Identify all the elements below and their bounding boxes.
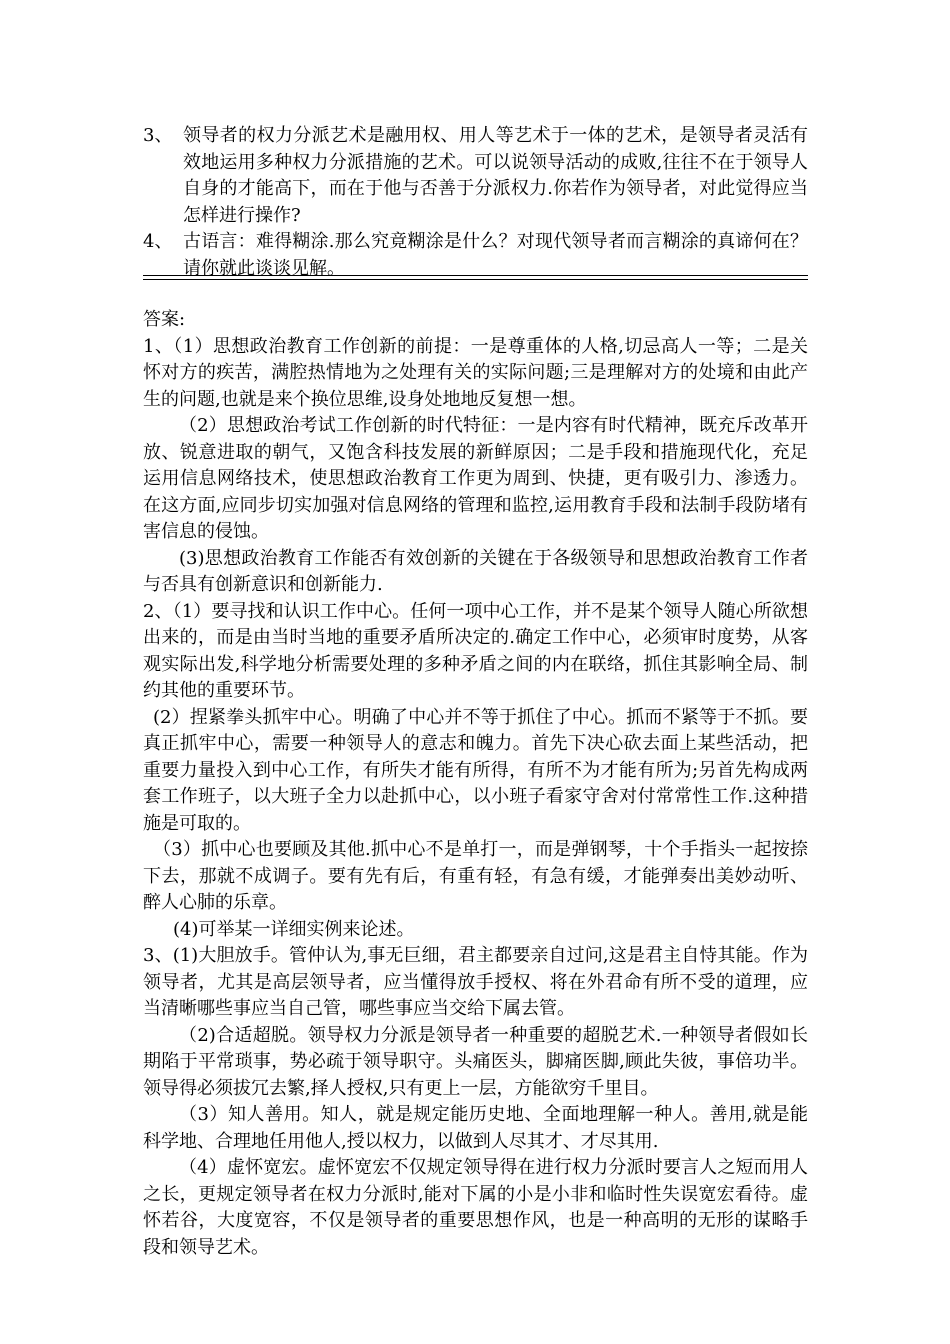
- divider-line-top: [143, 275, 808, 276]
- answer-paragraph: （3）知人善用。知人，就是规定能历史地、全面地理解一种人。善用,就是能科学地、合理地任用他人,授以权力，以做到人尽其才、才尽其用.: [143, 1104, 808, 1152]
- answer-paragraph: （2）思想政治考试工作创新的时代特征：一是内容有时代精神，既充斥改革开放、锐意进取的朝气，又饱含科技发展的新鲜原因；二是手段和措施现代化，充足运用信息网络技术，使思想政治教育工作更为周到、快捷，更有吸引力、渗透力。在这方面,应同步切实加强对信息网络的管理和监控,运用教育手段和法制手段防堵有害信息的侵蚀。: [143, 415, 808, 542]
- answer-paragraph: 2、（1）要寻找和认识工作中心。任何一项中心工作，并不是某个领导人随心所欲想出来的，而是由当时当地的重要矛盾所决定的.确定工作中心，必须审时度势，从客观实际出发,科学地分析需要处理的多种矛盾之间的内在联络，抓住其影响全局、制约其他的重要环节。: [143, 600, 808, 701]
- answer-paragraph: (4)可举某一详细实例来论述。: [173, 918, 415, 940]
- answer-paragraph: （4）虚怀宽宏。虚怀宽宏不仅规定领导得在进行权力分派时要言人之短而用人之长，更规定领导者在权力分派时,能对下属的小是小非和临时性失误宽宏看待。虚怀若谷，大度宽容，不仅是领导者的重要思想作风，也是一种高明的无形的谋略手段和领导艺术。: [143, 1157, 808, 1258]
- divider-line-bottom: [143, 279, 808, 280]
- question-text: 古语言：难得糊涂.那么究竟糊涂是什么？对现代领导者而言糊涂的真谛何在？请你就此谈谈见解。: [183, 231, 808, 279]
- question-number: 4、: [143, 231, 173, 252]
- answer-heading: 答案:: [143, 309, 186, 330]
- question-number: 3、: [143, 125, 173, 146]
- answer-paragraph: (2）捏紧拳头抓牢中心。明确了中心并不等于抓住了中心。抓而不紧等于不抓。要真正抓牢中心，需要一种领导人的意志和魄力。首先下决心砍去面上某些活动，把重要力量投入到中心工作，有所失才能有所得，有所不为才能有所为;另首先构成两套工作班子，以大班子全力以赴抓中心，以小班子看家守舍对付常常性工作.这种措施是可取的。: [143, 706, 808, 834]
- question-item: [143, 123, 808, 229]
- answer-paragraph: 1、（1）思想政治教育工作创新的前提：一是尊重体的人格,切忌高人一等；二是关怀对方的疾苦，满腔热情地为之处理有关的实际问题;三是理解对方的处境和由此产生的问题,也就是来个换位思维,设身处地地反复想一想。: [143, 335, 808, 410]
- question-list: [143, 123, 808, 282]
- answer-section: [143, 307, 808, 1261]
- question-text: 领导者的权力分派艺术是融用权、用人等艺术于一体的艺术，是领导者灵活有效地运用多种权力分派措施的艺术。可以说领导活动的成败,往往不在于领导人自身的才能高下，而在于他与否善于分派权力.你若作为领导者，对此觉得应当怎样进行操作?: [183, 125, 808, 226]
- answer-paragraph: 3、(1)大胆放手。管仲认为,事无巨细，君主都要亲自过问,这是君主自恃其能。作为领导者，尤其是高层领导者，应当懂得放手授权、将在外君命有所不受的道理，应当清晰哪些事应当自己管，哪些事应当交给下属去管。: [143, 945, 808, 1019]
- answer-paragraph: （3）抓中心也要顾及其他.抓中心不是单打一，而是弹钢琴，十个手指头一起按捺下去，那就不成调子。要有先有后，有重有轻，有急有缓，才能弹奏出美妙动听、醉人心肺的乐章。: [143, 839, 808, 913]
- answer-paragraph: (3)思想政治教育工作能否有效创新的关键在于各级领导和思想政治教育工作者与否具有创新意识和创新能力.: [143, 547, 808, 595]
- answer-paragraph: （2)合适超脱。领导权力分派是领导者一种重要的超脱艺术.一种领导者假如长期陷于平常琐事，势必疏于领导职守。头痛医头，脚痛医脚,顾此失彼，事倍功半。领导得必须拔冗去繁,择人授权,只有更上一层，方能欲穷千里目。: [143, 1024, 808, 1099]
